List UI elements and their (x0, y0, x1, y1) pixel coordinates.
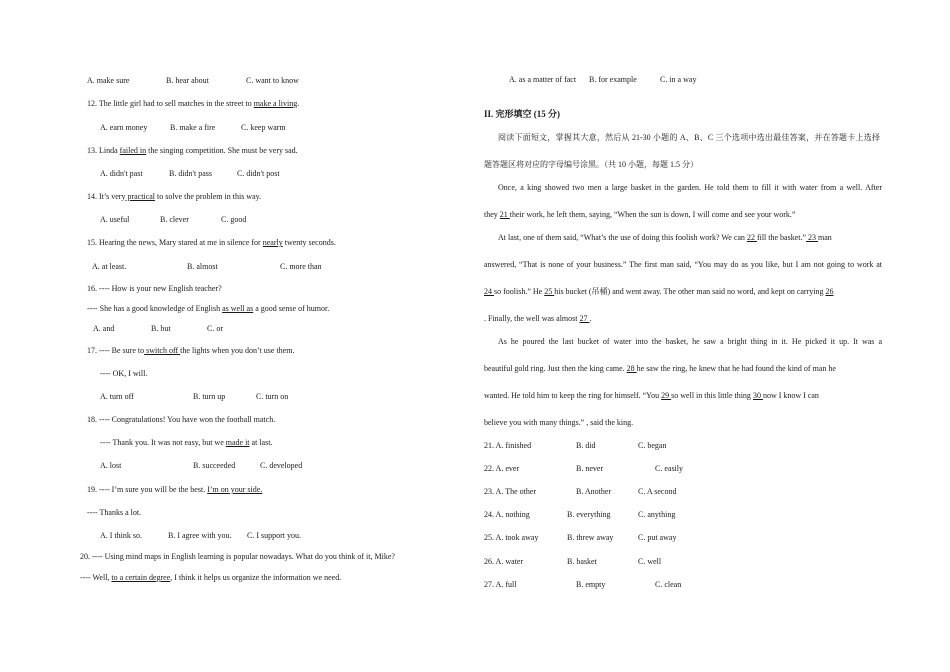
q11-option-c: C. want to know (246, 76, 299, 85)
question-18-response: ---- Thank you. It was not easy, but we made it at last. (100, 438, 273, 447)
question-14: 14. It’s very practical to solve the problem in this way. (87, 192, 262, 201)
question-17-response: ---- OK, I will. (100, 369, 148, 378)
passage-line-10: believe you with many things.” , said the king. (484, 418, 634, 427)
blank-27: 27 (579, 314, 590, 323)
q12-option-c: C. keep warm (241, 123, 286, 132)
question-17-prompt: 17. ---- Be sure to switch off the lights when you don’t use them. (87, 346, 295, 355)
question-15: 15. Hearing the news, Mary stared at me in silence for nearly twenty seconds. (87, 238, 336, 247)
q16-option-c: C. or (207, 324, 223, 333)
blank-24: 24 (484, 287, 494, 296)
instructions-line-2: 题答题区将对应的字母编号涂黑。（共 10 小题，每题 1.5 分） (484, 160, 698, 169)
q21-option-b: B. did (576, 441, 596, 450)
blank-23: 23 (806, 233, 819, 242)
passage-line-9: wanted. He told him to keep the ring for himself. “You 29 so well in this little thing 30 now I know I can (484, 391, 819, 400)
q19-option-b: B. I agree with you. (168, 531, 232, 540)
section-title: II. 完形填空 (15 分) (484, 109, 560, 119)
blank-22: 22 (746, 233, 757, 242)
q27-option-a: 27. A. full (484, 580, 517, 589)
q23-option-a: 23. A. The other (484, 487, 537, 496)
question-19-prompt: 19. ---- I’m sure you will be the best. I’m on your side. (87, 485, 263, 494)
q27-option-b: B. empty (576, 580, 606, 589)
q11-option-a: A. make sure (87, 76, 130, 85)
q19-option-c: C. I support you. (247, 531, 301, 540)
q13-option-c: C. didn't post (237, 169, 280, 178)
passage-line-4: answered, “That is none of your business.” The first man said, “You may do as you like, but I am not going to work at (484, 260, 882, 269)
question-19-response: ---- Thanks a lot. (87, 508, 142, 517)
question-18-prompt: 18. ---- Congratulations! You have won the football match. (87, 415, 276, 424)
q17-option-c: C. turn on (256, 392, 289, 401)
passage-line-1: Once, a king showed two men a large basket in the garden. He told them to fill it with water from a well. After (498, 183, 882, 192)
blank-25: 25 (544, 287, 555, 296)
question-16-prompt: 16. ---- How is your new English teacher? (87, 284, 222, 293)
q15-option-c: C. more than (280, 262, 322, 271)
q18-option-a: A. lost (100, 461, 122, 470)
instructions-line-1: 阅读下面短文，掌握其大意，然后从 21-30 小题的 A、B、C 三个选项中选出最佳答案，并在答题卡上选择 (498, 133, 880, 142)
q13-option-a: A. didn't past (100, 169, 143, 178)
q16-option-b: B. but (151, 324, 171, 333)
blank-21: 21 (499, 210, 510, 219)
q23-option-c: C. A second (638, 487, 677, 496)
q21-option-a: 21. A. finished (484, 441, 532, 450)
passage-line-8: beautiful gold ring. Just then the king came. 28 he saw the ring, he knew that he had found the kind of man he (484, 364, 836, 373)
q26-option-b: B. basket (567, 557, 597, 566)
q13-option-b: B. didn't pass (169, 169, 212, 178)
q18-option-b: B. succeeded (193, 461, 236, 470)
q17-option-a: A. turn off (100, 392, 134, 401)
q16-option-a: A. and (93, 324, 115, 333)
q24-option-b: B. everything (567, 510, 611, 519)
q12-option-a: A. earn money (100, 123, 148, 132)
blank-26: 26 (825, 287, 834, 296)
q22-option-b: B. never (576, 464, 604, 473)
q14-option-a: A. useful (100, 215, 130, 224)
q27-option-c: C. clean (655, 580, 682, 589)
passage-line-7: As he poured the last bucket of water into the basket, he saw a bright thing in it. He picked it up. It was a (498, 337, 882, 346)
q15-option-b: B. almost (187, 262, 218, 271)
passage-line-3: At last, one of them said, “What’s the use of doing this foolish work? We can 22 fill the basket.” 23 man (498, 233, 832, 242)
q20-option-c: C. in a way (660, 75, 697, 84)
q17-option-b: B. turn up (193, 392, 226, 401)
q14-option-c: C. good (221, 215, 247, 224)
blank-30: 30 (752, 391, 763, 400)
q24-option-a: 24. A. nothing (484, 510, 530, 519)
passage-line-2: they 21 their work, he left them, saying, “When the sun is down, I will come and see your work.” (484, 210, 796, 219)
passage-line-5: 24 so foolish.” He 25 his bucket (吊桶) and went away. The other man said no word, and kept on carrying 26 (484, 287, 834, 296)
q24-option-c: C. anything (638, 510, 676, 519)
question-20-prompt: 20. ---- Using mind maps in English learning is popular nowadays. What do you think of it, Mike? (80, 552, 395, 561)
q20-option-a: A. as a matter of fact (509, 75, 577, 84)
q22-option-c: C. easily (655, 464, 683, 473)
q25-option-b: B. threw away (567, 533, 614, 542)
q26-option-c: C. well (638, 557, 662, 566)
blank-28: 28 (626, 364, 637, 373)
q21-option-c: C. began (638, 441, 667, 450)
q26-option-a: 26. A. water (484, 557, 524, 566)
q14-option-b: B. clever (160, 215, 189, 224)
q19-option-a: A. I think so. (100, 531, 142, 540)
q20-option-b: B. for example (589, 75, 637, 84)
passage-line-6: . Finally, the well was almost 27 . (484, 314, 592, 323)
question-16-response: ---- She has a good knowledge of English as well as a good sense of humor. (87, 304, 330, 313)
q23-option-b: B. Another (576, 487, 612, 496)
q22-option-a: 22. A. ever (484, 464, 520, 473)
q18-option-c: C. developed (260, 461, 303, 470)
question-13: 13. Linda failed in the singing competition. She must be very sad. (87, 146, 298, 155)
q11-option-b: B. hear about (166, 76, 209, 85)
q15-option-a: A. at least. (92, 262, 127, 271)
question-12: 12. The little girl had to sell matches in the street to make a living. (87, 99, 300, 108)
q25-option-c: C. put away (638, 533, 677, 542)
q12-option-b: B. make a fire (170, 123, 216, 132)
q25-option-a: 25. A. took away (484, 533, 539, 542)
question-20-response: ---- Well, to a certain degree, I think it helps us organize the information we need. (80, 573, 342, 582)
blank-29: 29 (661, 391, 672, 400)
